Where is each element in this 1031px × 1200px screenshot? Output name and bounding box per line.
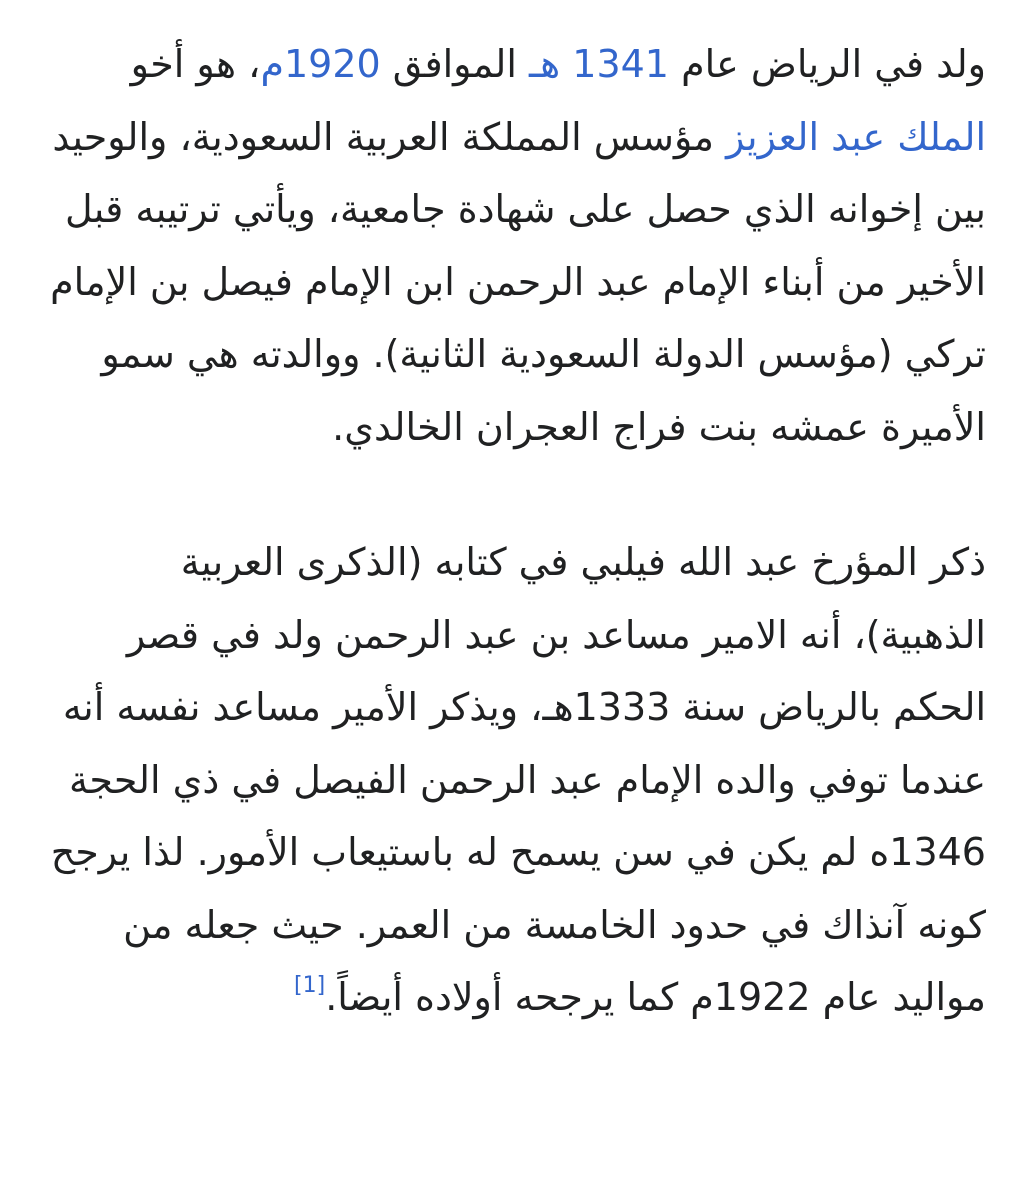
link-king-abdulaziz[interactable]: الملك عبد العزيز: [726, 114, 986, 159]
text-segment: الموافق: [380, 42, 529, 86]
text-segment: مؤسس المملكة العربية السعودية، والوحيد بين إخوانه الذي حصل على شهادة جامعية، ويأتي ترتيبه قبل الأخير من أبناء الإمام عبد الرحمن ابن الإمام فيصل بن الإمام تركي (مؤسس الدولة السعودية الثانية). ووالدته هي سمو الأميرة عمشه بنت فراج العجران الخالدي.: [50, 114, 986, 449]
paragraph-philby: [40, 526, 986, 1034]
article-body: [40, 28, 986, 1034]
reference-footnote: [294, 973, 325, 998]
link-year-gregorian[interactable]: 1920م: [260, 42, 381, 86]
text-segment: ولد في الرياض عام: [668, 42, 986, 86]
text-segment: ذكر المؤرخ عبد الله فيلبي في كتابه (الذكرى العربية الذهبية)، أنه الامير مساعد بن عبد الرحمن ولد في قصر الحكم بالرياض سنة 1333هـ، ويذكر الأمير مساعد نفسه أنه عندما توفي والده الإمام عبد الرحمن الفيصل في ذي الحجة 1346ه لم يكن في سن يسمح له باستيعاب الأمور. لذا يرجح كونه آنذاك في حدود الخامسة من العمر. حيث جعله من مواليد عام 1922م كما يرجحه أولاده أيضاً.: [50, 540, 986, 1019]
text-segment: ، هو أخو: [130, 42, 261, 86]
reference-link[interactable]: [1]: [294, 973, 326, 998]
link-year-hijri[interactable]: 1341 هـ: [529, 42, 669, 86]
paragraph-birth: [40, 28, 986, 463]
